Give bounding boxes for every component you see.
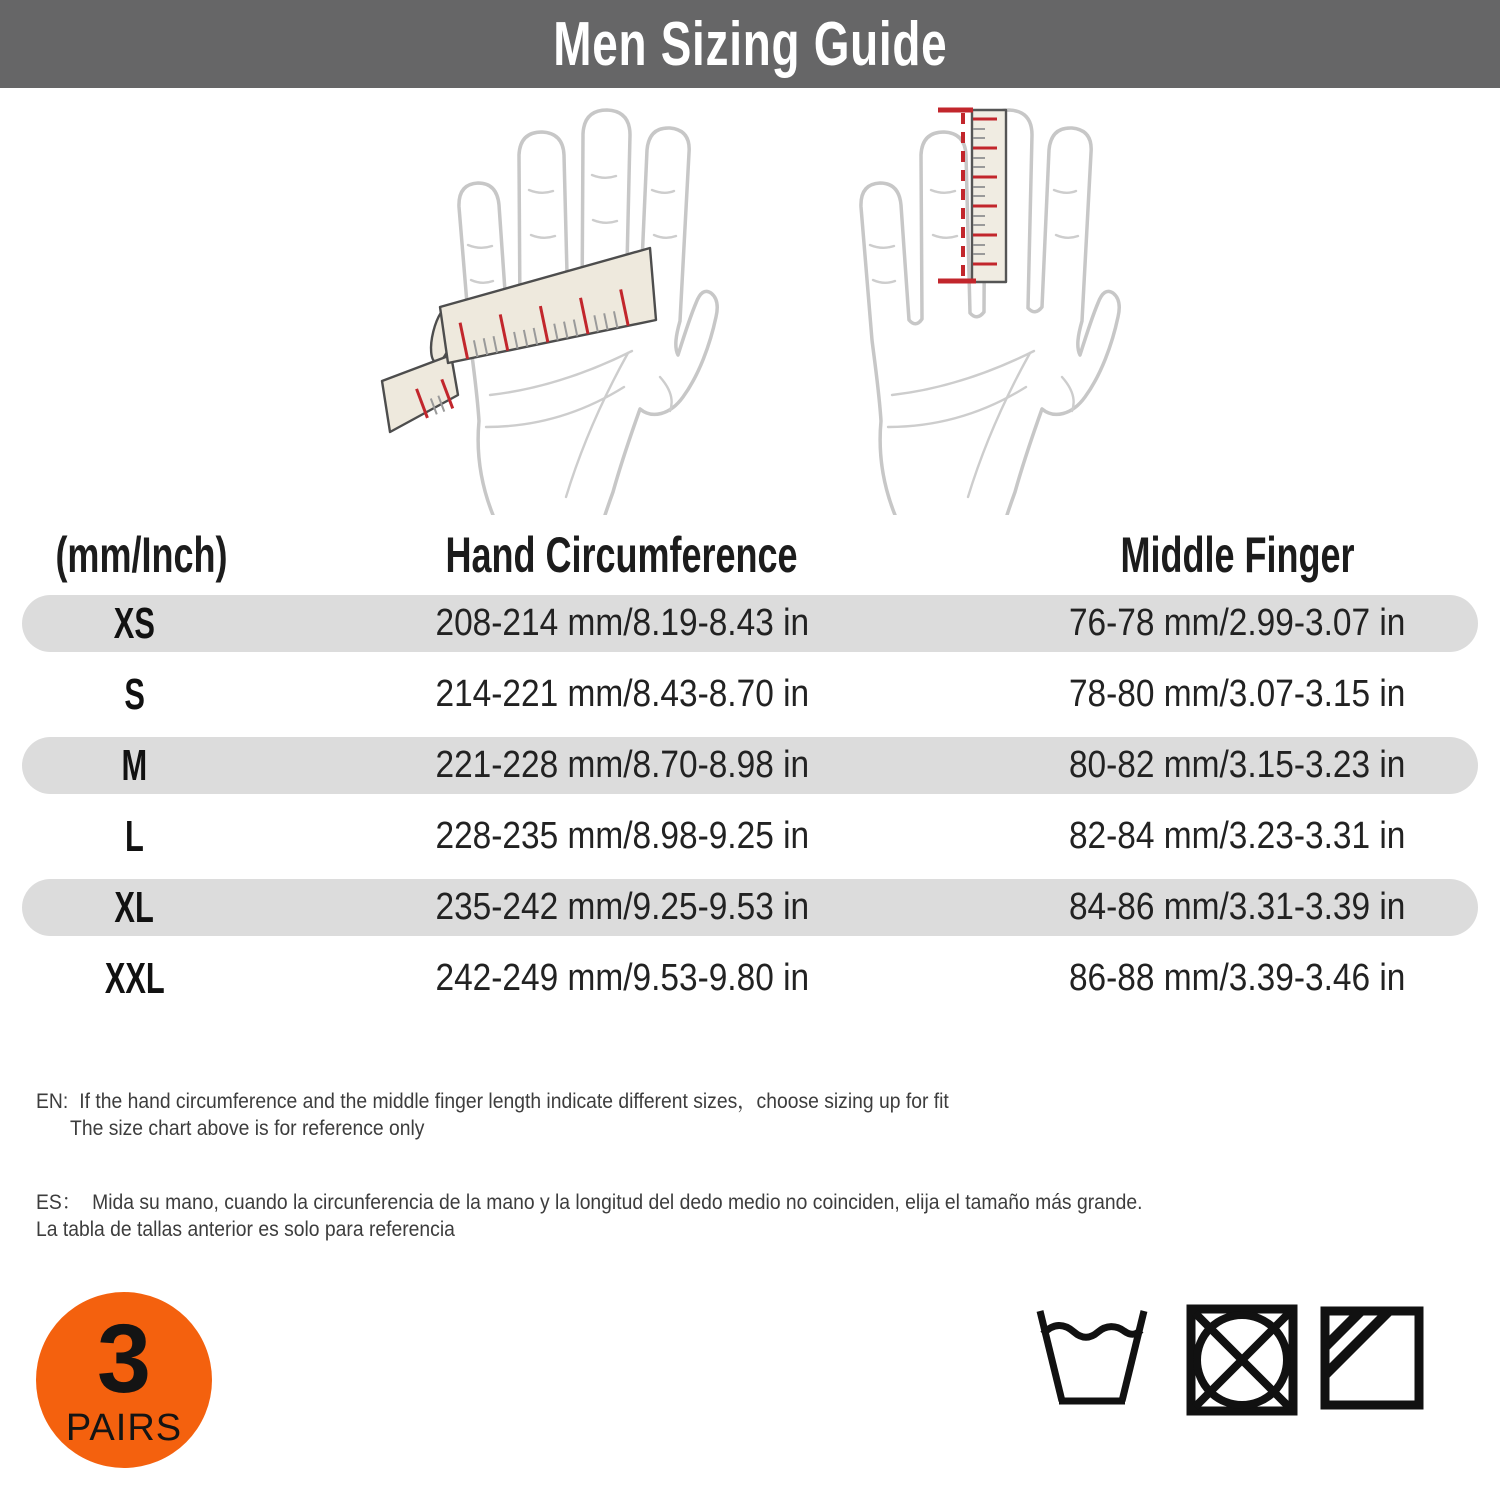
machine-wash-icon: [1030, 1308, 1154, 1408]
note-es-line2: La tabla de tallas anterior es solo para referencia: [36, 1218, 455, 1241]
middle-finger-cell: 86-88 mm/3.39-3.46 in: [1069, 957, 1406, 999]
hand-circumference-cell: 208-214 mm/8.19-8.43 in: [435, 602, 809, 644]
middle-finger-cell: 80-82 mm/3.15-3.23 in: [1069, 744, 1406, 786]
pairs-badge: [36, 1292, 212, 1468]
dry-in-shade-icon: [1320, 1306, 1424, 1410]
note-en-line2: The size chart above is for reference only: [70, 1117, 425, 1140]
note-es: [36, 1189, 1239, 1243]
hand-circumference-cell: 235-242 mm/9.25-9.53 in: [435, 886, 809, 928]
size-table-header: [22, 515, 1478, 595]
note-en-line1: If the hand circumference and the middle finger length indicate different sizes，choose sizing up for fit: [79, 1090, 949, 1113]
table-row: [22, 595, 1478, 652]
middle-finger-header: Middle Finger: [1120, 527, 1355, 583]
unit-header: (mm/Inch): [55, 527, 228, 583]
table-row: [22, 879, 1478, 936]
note-en: [36, 1088, 1028, 1142]
note-es-label: ES：: [36, 1191, 82, 1214]
note-en-label: EN:: [36, 1090, 69, 1113]
size-cell: M: [121, 740, 148, 790]
do-not-tumble-dry-icon: [1186, 1304, 1298, 1416]
pairs-label: PAIRS: [65, 1407, 183, 1449]
size-cell: XS: [113, 598, 156, 648]
size-cell: XXL: [104, 953, 165, 1003]
table-row: [22, 737, 1478, 794]
middle-finger-cell: 82-84 mm/3.23-3.31 in: [1069, 815, 1406, 857]
hand-circumference-illustration: [330, 95, 750, 515]
middle-finger-cell: 76-78 mm/2.99-3.07 in: [1069, 602, 1406, 644]
hand-circumference-cell: 221-228 mm/8.70-8.98 in: [435, 744, 809, 786]
middle-finger-cell: 84-86 mm/3.31-3.39 in: [1069, 886, 1406, 928]
hand-circumference-cell: 214-221 mm/8.43-8.70 in: [435, 673, 809, 715]
size-table: [0, 515, 1500, 1021]
pairs-count: 3: [97, 1304, 151, 1413]
table-row: [22, 808, 1478, 865]
page-title: Men Sizing Guide: [552, 9, 948, 79]
size-table-rows: [0, 595, 1500, 1007]
title-bar: [0, 0, 1500, 88]
size-cell: XL: [114, 882, 155, 932]
table-row: [22, 950, 1478, 1007]
hand-circumference-header: Hand Circumference: [445, 527, 799, 583]
note-es-line1: Mida su mano, cuando la circunferencia de la mano y la longitud del dedo medio no coinciden, elija el tamaño más grande.: [92, 1191, 1143, 1214]
middle-finger-cell: 78-80 mm/3.07-3.15 in: [1069, 673, 1406, 715]
size-cell: L: [125, 811, 144, 861]
size-cell: S: [124, 669, 145, 719]
table-row: [22, 666, 1478, 723]
hand-circumference-cell: 242-249 mm/9.53-9.80 in: [435, 957, 809, 999]
hand-circumference-cell: 228-235 mm/8.98-9.25 in: [435, 815, 809, 857]
middle-finger-illustration: [830, 95, 1250, 515]
